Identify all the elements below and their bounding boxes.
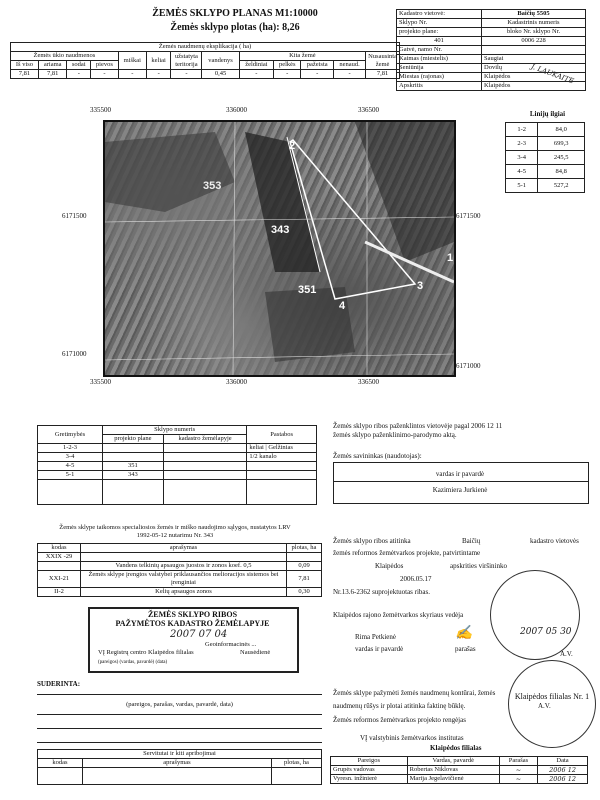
line-length: 84,0: [538, 123, 585, 137]
explication-value: -: [239, 70, 274, 79]
staff-name: Robertas Niklovas: [407, 766, 499, 775]
line-id: 2-3: [506, 137, 538, 151]
dark-field: [355, 122, 454, 262]
condition-area: 0,09: [287, 562, 322, 571]
explication-value: -: [171, 70, 202, 79]
stamp-date: 2007 07 04: [170, 629, 228, 640]
col-header: projekto plane: [103, 435, 164, 444]
condition-area: 0,30: [287, 588, 322, 597]
cadastre-label: Sklypo Nr.: [397, 19, 482, 28]
round-seal: [490, 570, 580, 660]
col-header: kodas: [38, 759, 83, 768]
explication-value: 0,45: [202, 70, 239, 79]
cadastre-label: Gatvė, namo Nr.: [397, 46, 482, 55]
col-header: Gretimybės: [38, 426, 103, 444]
cadastre-label: Apskritis: [397, 82, 482, 91]
marking-text-1: Žemės sklypo ribos paženklintos vietovėje pagal 2006 12 11: [333, 422, 503, 430]
staff-date: 2006 12: [538, 766, 588, 775]
col-header: Pastabos: [247, 426, 317, 444]
condition-code: II-2: [38, 588, 81, 597]
explication-value: -: [301, 70, 334, 79]
stamp-line-1: ŽEMĖS SKLYPO RIBOS: [147, 610, 238, 619]
easement-cell: [83, 768, 272, 785]
approval-line-1c: kadastro vietovės: [530, 537, 579, 545]
stamp-caption: (pareigos) (vardas, pavardė) (data): [98, 660, 168, 665]
neighbor-cell: [163, 471, 247, 480]
approval-officer-name: Rima Petkienė: [355, 633, 397, 641]
marking-text-2: žemės sklypo paženklinimo-parodymo aktą.: [333, 431, 457, 439]
col-header: miškai: [118, 52, 146, 70]
staff-role: Vyresn. inžinierė: [331, 775, 408, 784]
institute-seal-text: Klaipėdos filialas Nr. 1: [514, 692, 590, 701]
approval-stamp-date: 2007 05 30: [520, 627, 572, 637]
neighbor-cell: 343: [103, 471, 164, 480]
approval-governor: apskrities viršininko: [450, 562, 507, 570]
approval-sign-caption: parašas: [455, 645, 476, 653]
col-header: Sklypo numeris: [103, 426, 247, 435]
conditions-table: [37, 543, 322, 597]
marked-av: A.V.: [538, 702, 551, 710]
easements-table: [37, 749, 322, 785]
col-header: aprašymas: [83, 759, 272, 768]
approval-line-1: Žemės sklypo ribos atitinka: [333, 537, 411, 545]
staff-table: [330, 756, 588, 784]
line-lengths-table: [505, 122, 585, 193]
col-header: Parašas: [499, 757, 537, 766]
neighbor-cell: 4-5: [38, 462, 103, 471]
neighbor-cell: [247, 462, 317, 471]
col-header: plotas, ha: [287, 544, 322, 553]
line-length: 84,8: [538, 165, 585, 179]
staff-name: Marija Jegelavičienė: [407, 775, 499, 784]
parcel-overlay: [105, 122, 454, 375]
parcel-area-heading: Žemės sklypo plotas (ha): 8,26: [170, 22, 300, 33]
coord-top: 336000: [226, 106, 247, 114]
line-lengths-title: Linijų ilgiai: [529, 110, 566, 118]
document-title: ŽEMĖS SKLYPO PLANAS M1:10000: [152, 8, 318, 19]
col-header: Pareigos: [331, 757, 408, 766]
farm-group-header: Žemės ūkio naudmenos: [11, 52, 119, 61]
conditions-title-1: Žemės sklype taikomos specialiosios žemės ir miško naudojimo sąlygos, nustatytos LRV: [59, 524, 291, 531]
col-header: aprašymas: [81, 544, 287, 553]
owner-name: Kazimiera Jurkienė: [432, 486, 488, 494]
owner-title: Žemės savininkas (naudotojas):: [333, 452, 422, 460]
condition-area: 7,81: [287, 571, 322, 588]
marked-line-2: naudmenų rūšys ir plotai atitinka faktinę būklę.: [333, 702, 466, 710]
surveyor-stamp: J. LAUKAITE: [529, 62, 575, 86]
marked-line-1: Žemės sklype pažymėti žemės naudmenų kontūrai, žemės: [333, 689, 496, 697]
condition-code: XXI-21: [38, 571, 81, 588]
parcel-label: 351: [298, 284, 317, 296]
staff-date: 2006 12: [538, 775, 588, 784]
neighbor-cell: keliai | Gelžinias: [247, 444, 317, 453]
neighbor-cell: 3-4: [38, 453, 103, 462]
col-header: vandenys: [202, 52, 239, 70]
col-header: Data: [538, 757, 588, 766]
col-header: užstatyta teritorija: [171, 52, 202, 70]
neighbor-cell: [247, 480, 317, 505]
col-header: pažeista: [301, 61, 334, 70]
col-header: Iš viso: [11, 61, 39, 70]
neighbors-table: [37, 425, 317, 505]
cadastre-label: Seniūnija: [397, 64, 482, 73]
coord-right: 6171500: [456, 212, 481, 220]
explication-value: -: [118, 70, 146, 79]
institute-seal: [508, 660, 596, 748]
explication-value: 7,81: [366, 70, 400, 79]
neighbor-cell: [103, 480, 164, 505]
col-header: plotas, ha: [272, 759, 322, 768]
approval-county: Klaipėdos: [375, 562, 404, 570]
explication-value: -: [334, 70, 366, 79]
neighbor-cell: [163, 453, 247, 462]
cadastre-label: Miestas (rajonas): [397, 73, 482, 82]
cadastre-label: Kadastro vietovė:: [397, 10, 482, 19]
explication-value: 7,81: [38, 70, 67, 79]
owner-caption: vardas ir pavardė: [435, 470, 485, 478]
condition-area: [287, 553, 322, 562]
institute-name: VĮ valstybinis žemėtvarkos institutas: [360, 734, 464, 742]
cadastre-value: Klaipėdos: [482, 73, 586, 82]
cadastre-label: Kaimas (miestelis): [397, 55, 482, 64]
condition-code: XXIX -29: [38, 553, 81, 562]
suderinta-label: SUDERINTA:: [37, 680, 81, 688]
col-header: Vardas, pavardė: [407, 757, 499, 766]
cadastre-value: Klaipėdos: [482, 82, 586, 91]
explication-title: Žemės naudmenų eksplikacija ( ha): [11, 43, 400, 52]
approval-place: Baičių: [462, 537, 481, 545]
line-length: 699,3: [538, 137, 585, 151]
line-id: 3-4: [506, 151, 538, 165]
neighbor-cell: [103, 444, 164, 453]
coord-bottom: 336000: [226, 378, 247, 386]
point-label: 2: [289, 140, 296, 152]
col-header: kadastro žemėlapyje: [163, 435, 247, 444]
col-header: sodai: [67, 61, 91, 70]
coord-left: 6171000: [62, 350, 87, 358]
coord-left: 6171500: [62, 212, 87, 220]
neighbor-cell: [247, 471, 317, 480]
condition-desc: Žemės sklype įrengtos valstybei priklausančios melioracijos sistemos bei įrenginiai: [81, 571, 287, 588]
cadastre-value: Dovilų: [482, 64, 586, 73]
approval-decree: Nr.13.6-2362 suprojektuotas ribas.: [333, 588, 431, 596]
land-use-explication-table: [10, 42, 400, 79]
coord-top: 336500: [358, 106, 379, 114]
neighbor-cell: [163, 444, 247, 453]
cadastre-label: projekto plane:: [397, 28, 482, 37]
dark-field: [105, 132, 235, 212]
cadastre-value: bloko Nr. sklypo Nr.: [482, 28, 586, 37]
col-header: kodas: [38, 544, 81, 553]
explication-value: -: [91, 70, 119, 79]
staff-signature: ~: [499, 775, 537, 784]
coord-right: 6171000: [456, 362, 481, 370]
parcel-label: 353: [203, 180, 222, 192]
neighbor-cell: 1/2 kanalo: [247, 453, 317, 462]
staff-role: Grupės vadovas: [331, 766, 408, 775]
approval-date: 2006.05.17: [400, 575, 432, 583]
parcel-label: 343: [271, 224, 290, 236]
condition-desc: [81, 553, 287, 562]
easements-title: Servitutai ir kiti apribojimai: [38, 750, 322, 759]
staff-signature: ~: [499, 766, 537, 775]
conditions-title-2: 1992-05-12 nutarimu Nr. 343: [136, 532, 214, 539]
line-length: 527,2: [538, 179, 585, 193]
neighbor-cell: [38, 480, 103, 505]
condition-code: [38, 562, 81, 571]
neighbor-cell: [163, 462, 247, 471]
grid-line: [233, 122, 235, 375]
point-label: 3: [417, 280, 424, 292]
neighbor-cell: 1-2-3: [38, 444, 103, 453]
aerial-photo-map: [103, 120, 456, 377]
explication-value: -: [67, 70, 91, 79]
line-length: 245,5: [538, 151, 585, 165]
neighbor-cell: [163, 480, 247, 505]
marked-line-3: Žemės reformos žemėtvarkos projekto rengėjas: [333, 716, 466, 724]
stamp-line-2: PAŽYMĖTOS KADASTRO ŽEMĖLAPYJE: [115, 619, 270, 628]
easement-cell: [38, 768, 83, 785]
col-header: ariama: [38, 61, 67, 70]
line-id: 5-1: [506, 179, 538, 193]
approval-av: A.V.: [560, 650, 573, 658]
suderinta-caption: (pareigos, parašas, vardas, pavardė, data): [126, 701, 233, 708]
explication-value: -: [274, 70, 301, 79]
branch-name: Klaipėdos filialas: [430, 744, 482, 752]
approval-line-2: žemės reformos žemėtvarkos projekte, patvirtintame: [333, 549, 481, 557]
coord-bottom: 335500: [90, 378, 111, 386]
col-header: pelkės: [274, 61, 301, 70]
cadastre-label: 401: [397, 37, 482, 46]
point-label: 4: [339, 300, 346, 312]
cadastre-value: 0006 228: [482, 37, 586, 46]
stamp-sub-1: Geoinformacinės ...: [205, 641, 257, 648]
col-header: želdiniai: [239, 61, 274, 70]
approval-signature: ✍: [455, 625, 473, 641]
cadastre-value: Saugiai: [482, 55, 586, 64]
neighbor-cell: [103, 453, 164, 462]
col-header: keliai: [146, 52, 171, 70]
stamp-sub-3: Nausėdienė: [240, 649, 271, 656]
point-label: 1: [447, 252, 454, 264]
col-header: Nusausinta žemė: [366, 52, 400, 70]
cadastre-value: [482, 46, 586, 55]
other-group-header: Kita žemė: [239, 52, 365, 61]
explication-value: 7,81: [11, 70, 39, 79]
coord-top: 335500: [90, 106, 111, 114]
line-id: 4-5: [506, 165, 538, 179]
explication-value: -: [146, 70, 171, 79]
approval-officer-title: Klaipėdos rajono žemėtvarkos skyriaus vedėja: [333, 611, 464, 619]
approval-name-caption: vardas ir pavardė: [355, 645, 404, 653]
cadastre-value: Baičių 5505: [482, 10, 586, 19]
line-id: 1-2: [506, 123, 538, 137]
owner-box: [333, 462, 589, 504]
condition-desc: Kelių apsaugos zonos: [81, 588, 287, 597]
col-header: pievos: [91, 61, 119, 70]
col-header: nenaud.: [334, 61, 366, 70]
stamp-sub-2: VĮ Registrų centro Klaipėdos filialas: [98, 649, 194, 656]
dark-field: [245, 132, 320, 272]
neighbor-cell: 5-1: [38, 471, 103, 480]
coord-bottom: 336500: [358, 378, 379, 386]
neighbor-cell: 351: [103, 462, 164, 471]
condition-desc: Vandens telkinių apsaugos juostos ir zonos koef. 0,5: [81, 562, 287, 571]
easement-cell: [272, 768, 322, 785]
cadastre-value: Kadastrinis numeris: [482, 19, 586, 28]
